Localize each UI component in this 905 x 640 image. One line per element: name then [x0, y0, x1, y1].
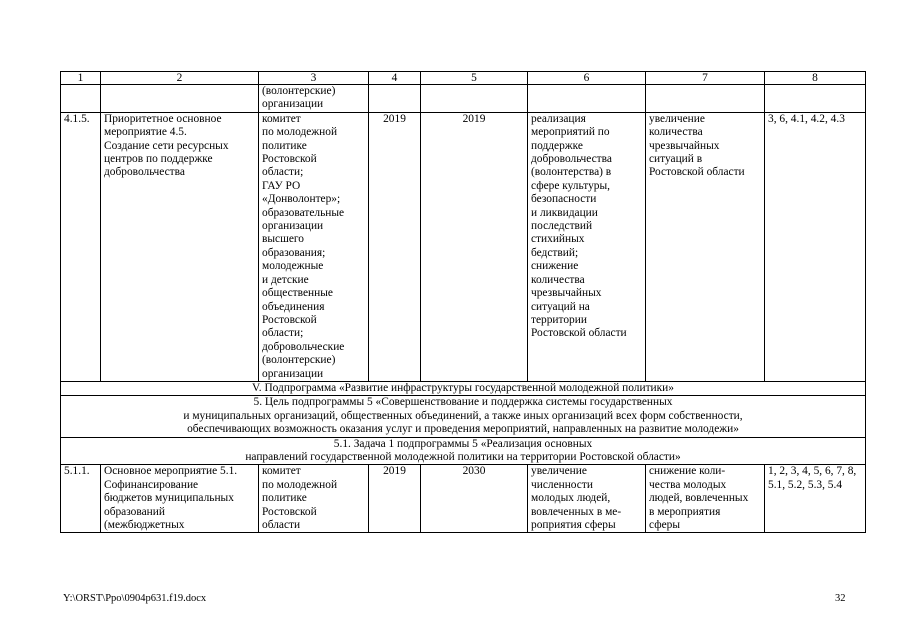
table-cell: [369, 85, 421, 113]
subprogram-row: [61, 381, 866, 395]
table-cell: [646, 85, 765, 113]
executor-cell: (волонтерские) организации: [259, 85, 369, 113]
start-year-cell: 2019: [369, 112, 421, 381]
measure-name-cell: Приоритетное основное мероприятие 4.5. Создание сети ресурсных центров по поддержке добровольчества: [101, 112, 259, 381]
executor-cell: комитет по молодежной политике Ростовской области: [259, 465, 369, 533]
table-cell: [421, 85, 528, 113]
task-heading: 5.1. Задача 1 подпрограммы 5 «Реализация основных направлений государственной молодежной политики на территории Ростовской области»: [61, 437, 866, 465]
indicators-cell: 1, 2, 3, 4, 5, 6, 7, 8, 5.1, 5.2, 5.3, 5.4: [765, 465, 866, 533]
file-path-footer: Y:\ORST\Ppo\0904p631.f19.docx: [63, 593, 207, 604]
page-number: 32: [835, 593, 846, 604]
measure-number-cell: 4.1.5.: [61, 112, 101, 381]
executor-cell: комитет по молодежной политике Ростовской области; ГАУ РО «Донволонтер»; образовательные организации высшего образования; молодежные и детские общественные объединения Ростовской области; добровольческие (волонтерские) организации: [259, 112, 369, 381]
table-cell: [528, 85, 646, 113]
consequences-cell: снижение коли- чества молодых людей, вовлеченных в мероприятия сферы: [646, 465, 765, 533]
table-cell: [61, 85, 101, 113]
task-row: [61, 437, 866, 465]
end-year-cell: 2030: [421, 465, 528, 533]
header-cell: 6: [528, 72, 646, 85]
end-year-cell: 2019: [421, 112, 528, 381]
consequences-cell: увеличение количества чрезвычайных ситуаций в Ростовской области: [646, 112, 765, 381]
table-cell: [101, 85, 259, 113]
expected-result-cell: увеличение численности молодых людей, вовлеченных в ме- роприятия сферы: [528, 465, 646, 533]
subprogram-heading: V. Подпрограмма «Развитие инфраструктуры государственной молодежной политики»: [61, 381, 866, 395]
table-row: [61, 85, 866, 113]
measure-name-cell: Основное мероприятие 5.1. Софинансирование бюджетов муниципальных образований (межбюджетных: [101, 465, 259, 533]
start-year-cell: 2019: [369, 465, 421, 533]
table-row: [61, 112, 866, 381]
header-cell: 1: [61, 72, 101, 85]
header-cell: 2: [101, 72, 259, 85]
column-number-row: [61, 72, 866, 85]
table-row: [61, 465, 866, 533]
header-cell: 4: [369, 72, 421, 85]
header-cell: 7: [646, 72, 765, 85]
header-cell: 3: [259, 72, 369, 85]
indicators-cell: 3, 6, 4.1, 4.2, 4.3: [765, 112, 866, 381]
header-cell: 8: [765, 72, 866, 85]
table-cell: [765, 85, 866, 113]
expected-result-cell: реализация мероприятий по поддержке добровольчества (волонтерства) в сфере культуры, безопасности и ликвидации последствий стихийных бедствий; снижение количества чрезвычайных ситуаций на территории Ростовской области: [528, 112, 646, 381]
program-measures-table: [60, 71, 866, 533]
goal-row: [61, 396, 866, 437]
measure-number-cell: 5.1.1.: [61, 465, 101, 533]
goal-heading: 5. Цель подпрограммы 5 «Совершенствование и поддержка системы государственных и муниципальных организаций, общественных объединений, а также иных организаций всех форм собственности, обеспечивающих возможность оказания услуг и проведения мероприятий, направленных на развитие молодежи»: [61, 396, 866, 437]
header-cell: 5: [421, 72, 528, 85]
